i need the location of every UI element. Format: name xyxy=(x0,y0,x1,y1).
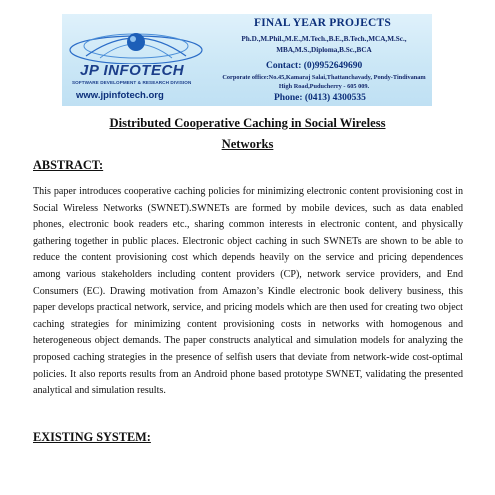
contact-number: Contact: (0)9952649690 xyxy=(266,61,363,71)
brand-name: JP INFOTECH xyxy=(80,62,185,79)
banner-logo-area xyxy=(62,14,217,106)
header-banner xyxy=(62,14,432,106)
banner-info-area xyxy=(212,14,432,106)
document-title: Distributed Cooperative Caching in Social Wireless Networks xyxy=(109,116,386,151)
degrees-list: Ph.D.,M.Phil.,M.E.,M.Tech.,B.E.,B.Tech.,MCA,M.Sc., MBA,M.S.,Diploma,B.Sc.,BCA xyxy=(241,35,407,54)
website-link[interactable]: www.jpinfotech.org xyxy=(76,90,164,101)
office-address: Corporate office:No.45,Kamaraj Salai,Thattanchavady, Pondy-Tindivanam High Road,Puducherry - 605 009. xyxy=(222,74,426,90)
abstract-paragraph: This paper introduces cooperative caching policies for minimizing electronic content provisioning cost in Social Wireless Networks (SWNET).SWNETs are formed by mobile devices, such as data enabled phones, electronic book readers etc., sharing common interests in electronic content, and physically gathering together in public places. Electronic object caching in such SWNETs are shown to be able to reduce the content provisioning cost which depends heavily on the service and pricing dependences among various stakeholders including content providers (CP), network service providers, and End Consumers (EC). Drawing motivation from Amazon’s Kindle electronic book delivery business, this paper develops practical network, service, and pricing models which are then used for creating two object caching strategies for minimizing content provisioning costs in networks with homogenous and heterogeneous object demands. The paper constructs analytical and simulation models for analyzing the proposed caching strategies in the presence of selfish users that deviate from network-wide cost-optimal policies. It also reports results from an Android phone based prototype SWNET, validating the presented analytical and simulation results. xyxy=(33,186,463,397)
existing-system-heading: EXISTING SYSTEM: xyxy=(33,430,151,444)
phone-number: Phone: (0413) 4300535 xyxy=(274,93,366,103)
globe-logo-icon xyxy=(66,16,206,64)
banner-heading: FINAL YEAR PROJECTS xyxy=(254,17,391,29)
abstract-heading: ABSTRACT: xyxy=(33,158,104,172)
brand-subtitle: SOFTWARE DEVELOPMENT & RESEARCH DIVISION xyxy=(72,80,192,85)
